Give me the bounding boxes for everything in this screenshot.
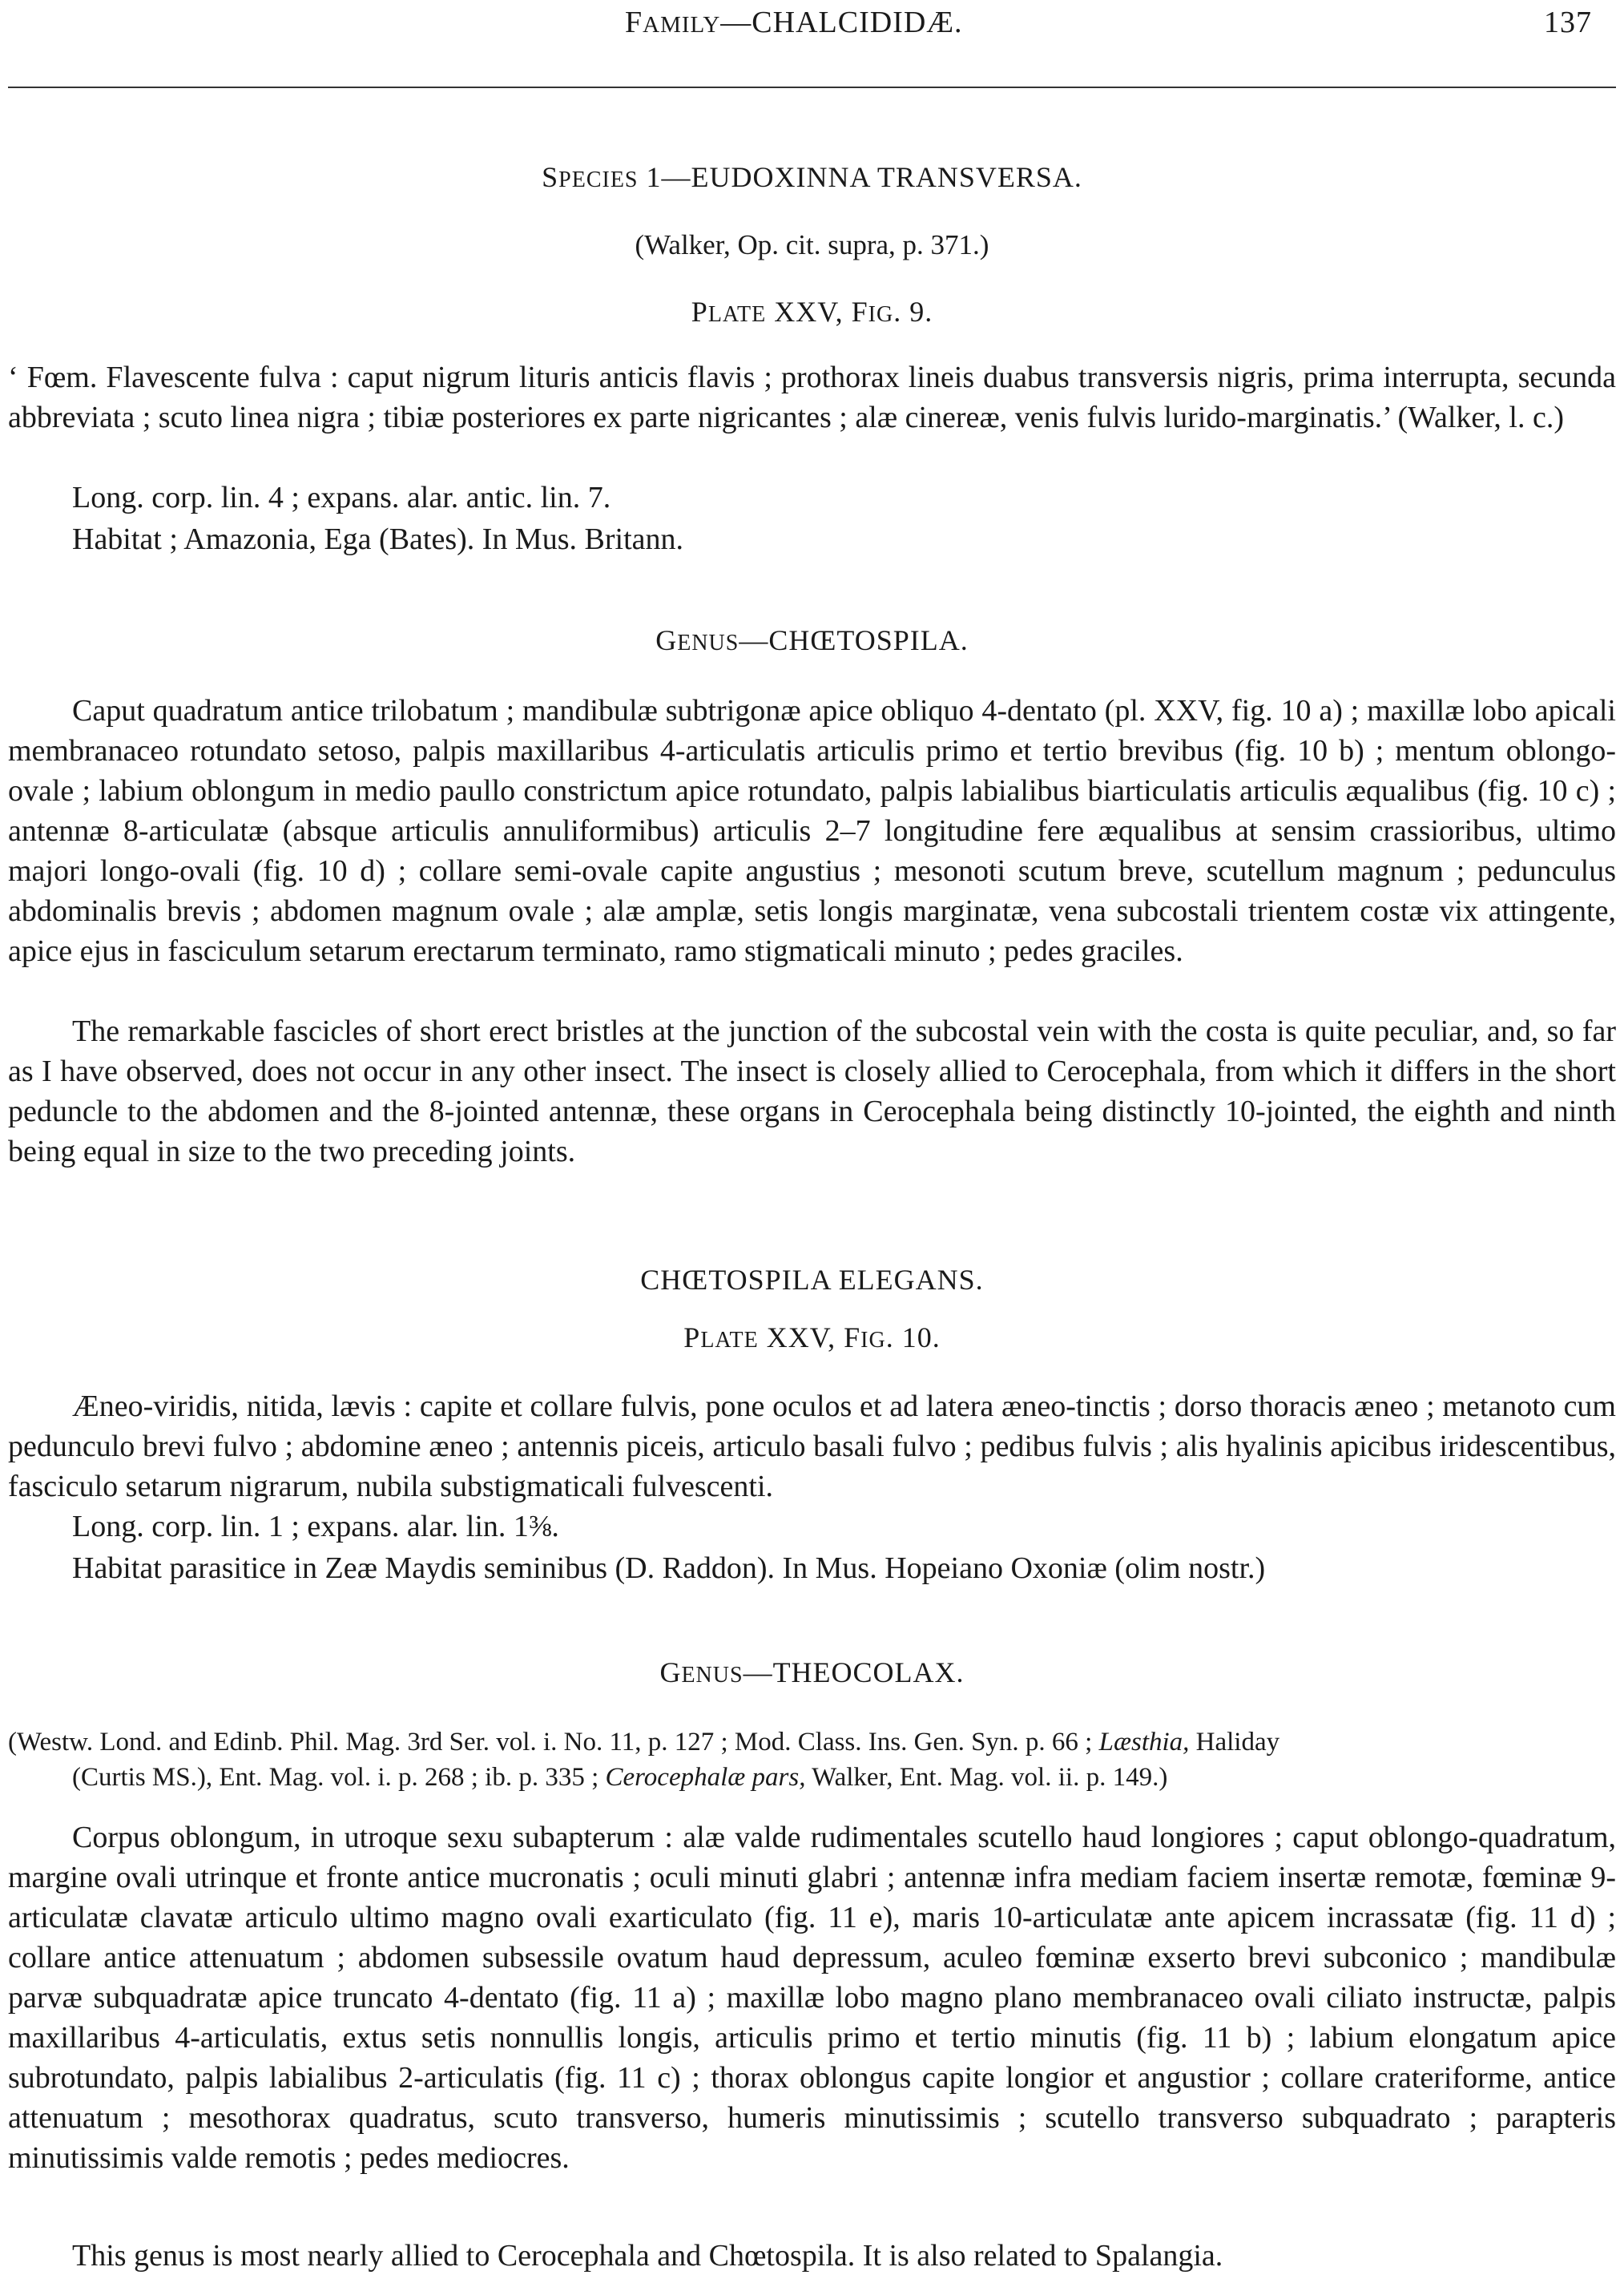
species-heading: SPECIES 1—EUDOXINNA TRANSVERSA. xyxy=(542,161,1082,193)
species-measurements: Long. corp. lin. 4 ; expans. alar. antic. lin. 7. xyxy=(72,481,611,514)
running-head xyxy=(0,5,1624,53)
genus-remark: The remarkable fascicles of short erect bristles at the junction of the subcostal vein with the costa is quite peculiar, and, so far as I have observed, does not occur in any other insect. The insect is closely allied to Cerocephala, from which it differs in the short peduncle to the abdomen and the 8-jointed antennæ, these organs in Cerocephala being distinctly 10-jointed, the eighth and ninth being equal in size to the two preceding joints. xyxy=(8,1014,1616,1168)
species-habitat: Habitat ; Amazonia, Ega (Bates). In Mus. Britann. xyxy=(72,522,683,556)
plate-reference: PLATE XXV, FIG. 9. xyxy=(691,296,933,328)
genus-references-continued: (Curtis MS.), Ent. Mag. vol. i. p. 268 ; ib. p. 335 ; Cerocephalæ pars, Walker, Ent. Mag. vol. ii. p. 149.) xyxy=(72,1763,1168,1792)
genus-remark-theocolax: This genus is most nearly allied to Cerocephala and Chœtospila. It is also related to Spalangia. xyxy=(72,2239,1223,2273)
species-habitat-elegans: Habitat parasitice in Zeæ Maydis seminibus (D. Raddon). In Mus. Hopeiano Oxoniæ (olim nostr.) xyxy=(72,1551,1266,1585)
species-measurements-elegans: Long. corp. lin. 1 ; expans. alar. lin. 1⅜. xyxy=(72,1510,559,1543)
genus-references: (Westw. Lond. and Edinb. Phil. Mag. 3rd Ser. vol. i. No. 11, p. 127 ; Mod. Class. Ins. Gen. Syn. p. 66 ; Læsthia, Haliday (Curtis MS.), Ent. Mag. vol. i. p. 268 ; ib. p. 335 ; Cerocephalæ pars, Walker, Ent. Mag. vol. ii. p. 149.) xyxy=(8,1724,1616,1795)
genus-heading-theocolax: GENUS—THEOCOLAX. xyxy=(659,1656,965,1688)
species-description-elegans: Æneo-viridis, nitida, lævis : capite et collare fulvis, pone oculos et ad latera æneo-tinctis ; dorso thoracis æneo ; metanoto cum pedunculo brevi fulvo ; abdomine æneo ; antennis piceis, articulo basali fulvo ; pedibus fulvis ; alis hyalinis apicibus iridescentibus, fasciculo setarum nigrarum, nubila substigmaticali fulvescenti. xyxy=(8,1390,1616,1503)
species-reference: (Walker, Op. cit. supra, p. 371.) xyxy=(635,229,989,260)
species-description: ‘ Fœm. Flavescente fulva : caput nigrum lituris anticis flavis ; prothorax lineis duabus transversis nigris, prima interrupta, secunda abbreviata ; scuto linea nigra ; tibiæ posteriores ex parte nigricantes ; alæ cinereæ, venis fulvis lurido-marginatis.’ (Walker, l. c.) xyxy=(8,361,1616,434)
plate-reference-elegans: PLATE XXV, FIG. 10. xyxy=(683,1321,941,1353)
species-heading-elegans: CHŒTOSPILA ELEGANS. xyxy=(640,1264,984,1296)
genus-description: Caput quadratum antice trilobatum ; mandibulæ subtrigonæ apice obliquo 4-dentato (pl. XXV, fig. 10 a) ; maxillæ lobo apicali membranaceo rotundato setoso, palpis maxillaribus 4-articulatis articulis primo et tertio brevibus (fig. 10 b) ; mentum oblongo-ovale ; labium oblongum in medio paullo constrictum apice rotundato, palpis labialibus biarticulatis articulis æqualibus (fig. 10 c) ; antennæ 8-articulatæ (absque articulis annuliformibus) articulis 2–7 longitudine fere æqualibus at sensim crassioribus, ultimo majori longo-ovali (fig. 10 d) ; collare semi-ovale capite angustius ; mesonoti scutum breve, scutellum magnum ; pedunculus abdominalis brevis ; abdomen magnum ovale ; alæ amplæ, setis longis marginatæ, vena subcostali trientem costæ vix attingente, apice ejus in fasciculum setarum erectarum terminato, ramo stigmaticali minuto ; pedes graciles. xyxy=(8,694,1616,968)
genus-heading: GENUS—CHŒTOSPILA. xyxy=(655,624,969,656)
header-rule xyxy=(8,87,1616,88)
page-number: 137 xyxy=(1544,6,1592,39)
running-head-title: FAMILY—CHALCIDIDÆ. xyxy=(625,6,963,39)
genus-description-theocolax: Corpus oblongum, in utroque sexu subapterum : alæ valde rudimentales scutello haud longiores ; caput oblongo-quadratum, margine ovali utrinque et fronte antice mucronatis ; oculi minuti glabri ; antennæ infra mediam faciem insertæ remotæ, fœminæ 9-articulatæ clavatæ articulo ultimo magno ovali exarticulato (fig. 11 e), maris 10-articulatæ ante apicem incrassatæ (fig. 11 d) ; collare antice attenuatum ; abdomen subsessile ovatum haud depressum, aculeo fœminæ exserto brevi subconico ; mandibulæ parvæ subquadratæ apice truncato 4-dentato (fig. 11 a) ; maxillæ lobo magno plano membranaceo ovali ciliato instructæ, palpis maxillaribus 4-articulatis, extus setis nonnullis longis, articulis primo et tertio minutis (fig. 11 b) ; labium elongatum apice subrotundato, palpis labialibus 2-articulatis (fig. 11 c) ; thorax oblongus capite longior et angustior ; collare crateriforme, antice attenuatum ; mesothorax quadratus, scuto transverso, humeris minutissimis ; scutello transverso subquadrato ; parapteris minutissimis valde remotis ; pedes mediocres. xyxy=(8,1821,1616,2175)
